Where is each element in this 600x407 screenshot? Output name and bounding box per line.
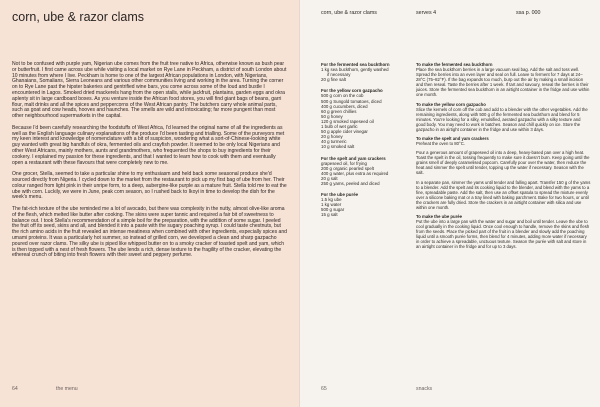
ingredient-line: 250 g yams, peeled and diced bbox=[321, 180, 380, 186]
essay-paragraph: Because I'd been carefully researching the foodstuffs of West Africa, I'd learned the original name of all the ingredients as well as the English language culinary explanations of the produce I'd been tasting and trialling. Some of the purveyors met my keen interest and knowledge of nomenclature with a bit of suspicion, wondering what a sort-of-Chinese-looking white guy wanted with great big handfuls of okra, fermented oils and crayfish powder. It seemed to be only local Nigerians and other West Africans, mainly mothers, aunts and grandmothers, who frequented the shops to buy ingredients for their cookery. I explained my passion for these ingredients, and that I wanted to learn how to cook with them and eventually open a restaurant with these flavours that were completely new to me. bbox=[12, 124, 285, 166]
section-label-left: the menu bbox=[56, 386, 78, 392]
ingredient-group bbox=[321, 62, 405, 82]
ingredient-line: grapeseed oil, for frying bbox=[321, 160, 367, 166]
ingredient-line: 50 g apple cider vinegar bbox=[321, 129, 368, 135]
ingredient-group-title: For the yellow corn gazpacho bbox=[321, 88, 383, 94]
ingredient-line: 10 g smoked salt bbox=[321, 144, 355, 150]
ingredient-line: 1.5 kg ube bbox=[321, 197, 342, 203]
ingredient-line: 1 kg water bbox=[321, 202, 342, 208]
ingredient-group bbox=[321, 192, 405, 217]
page-number-right: 65 bbox=[321, 386, 327, 392]
ingredient-line: 1 kg sea buckthorn, gently washed bbox=[321, 67, 389, 73]
ingredient-group-title: For the ube purée bbox=[321, 192, 359, 198]
essay-body bbox=[12, 62, 288, 265]
ingredient-line: 120 g smoked rapeseed oil bbox=[321, 118, 374, 124]
ingredient-line: 50 g honey bbox=[321, 113, 343, 119]
ingredient-line: 15 g salt bbox=[321, 212, 338, 218]
ingredient-line: 1 bulb of wet garlic bbox=[321, 124, 358, 130]
method-column bbox=[416, 62, 591, 254]
page-number-left: 64 bbox=[12, 386, 18, 392]
method-paragraph: Place the sea buckthorn berries in a large vacuum seal bag. Add the salt and toss well. Spread the berries into an even layer and seal on full. Leave to ferment for 7 days at 24–28°C (75–82°F). If the bag expands too much, burp out the air by making a small incision and then reseal. Taste the berries after 1 week. If tart and savoury, reseal the berries in their juices. Store the fermented sea buckthorn in an airtight container in the fridge and use within one month. bbox=[416, 67, 590, 98]
ingredient-line: 20 g salt bbox=[321, 175, 338, 181]
ingredient-group bbox=[321, 156, 405, 187]
ingredient-line: 400 g water, plus extra as required bbox=[321, 170, 389, 176]
ingredients-column bbox=[321, 62, 405, 224]
method-paragraph: Put the ube into a large pan with the water and sugar and boil until tender. Leave the ube to cool gradually in the cooking liquid. Once cool enough to handle, remove the skins and flesh from the seeds. Place the picked part of the fruit in a blender and slowly add the poaching liquid until a smooth purée forms, then blend for 4 minutes, adding more water if necessary in order to achieve a spreadable, unctuous texture. Season the purée with salt and store in an airtight container in the fridge and for up to 3 days. bbox=[416, 219, 590, 250]
ingredient-line: 60 g green chillies bbox=[321, 108, 357, 114]
ingredient-group-title: For the spelt and yam crackers bbox=[321, 155, 386, 161]
recipe-title: corn, ube & razor clams bbox=[12, 10, 144, 24]
ingredient-line: 500 g Sungold tomatoes, diced bbox=[321, 98, 382, 104]
method-step bbox=[416, 62, 591, 97]
ingredient-line: 40 g turmeric bbox=[321, 139, 347, 145]
essay-paragraph: Not to be confused with purple yam, Nigerian ube comes from the fruit tree native to Africa, otherwise known as bush pear or butterfruit. I first came across ube while visiting a local market on Rye Lane in Peckham, a district of south London about 10 minutes from where I live. Peckham is home to one of the largest African populations in London, with Nigerians, Ghanaians, Somalians, Sierra Leoneans and various other communities living and working in the area. Turning the corner on to Rye Lane past the hipster bakeries and gentrified wine bars, you come across some of the loud and bustle I encountered in Lagos. Smoked dried mackerels hang from the open stalls, while jackfruit, plantains, garden eggs and okra aplenty sit in large cardboard boxes. As you venture inside the African food stores, you will find giant bags of beans, garri flour, malt drinks and all the spices and peppercorns of the West African pantry. The butchers carry whole animal parts, such as goat and cow heads, hooves and haunches. The smells are wild and intoxicating; far more pungent than most other neighbourhood supermarkets in the capital. bbox=[12, 61, 287, 120]
ingredient-line: if necessary bbox=[327, 72, 351, 78]
ingredient-line: 500 g corn on the cob bbox=[321, 93, 364, 99]
method-step bbox=[416, 136, 591, 210]
ingredient-line: 200 g organic pearled spelt bbox=[321, 165, 374, 171]
method-paragraph: Slice the kernels of corn off the cob and add to a blender with the other vegetables. Add the remaining ingredients, along with 500 g of the fermented sea buckthorn and blend for 5 minutes. You're looking for a silky, emulsified, aerated gazpacho with a silky texture and good body. You may need to work in batches. Season and chill quickly on ice. Store the gazpacho in an airtight container in the fridge and use within 3 days. bbox=[416, 106, 588, 132]
essay-paragraph: The fat-rich texture of the ube reminded me a lot of avocado, but there was complexity in the nutty, almost olive-like aroma of the flesh, which melted like butter after cooking. The skins were super tannic and required a fair bit of sweetness to balance out. I took Stella's recommendation of a simple boil for the preparation, with the addition of some sugar. I peeled the fruit off its seed, skins and all, and blended it into a paste with the sugary poaching syrup. I could taste chestnuts, but the rich amino acids in the fruit revealed an intense meatiness when combined with other ingredients, especially spices and umami proteins. It was a particularly hot summer, so instead of grilled corn, we developed a clean and sharp gazpacho poured over razor clams. The silky ube is piped like whipped butter on to a smoky cracker of toasted spelt and yam, which is then topped with a nest of fresh flowers. The ube lends a rich, dense texture to the fragility of the cracker, elevating the ethereal crunch of biting into fresh flowers with their sweet and peppery perfume. bbox=[12, 205, 287, 259]
essay-paragraph: One grocer, Stella, seemed to take a particular shine to my enthusiasm and held back some seasonal produce she'd sourced directly from Nigeria. I cycled down to the market from the restaurant to pick up my first bag of ube from her. Their colour ranged from light pink in their unripe form, to a deep, aubergine-like purple as a mature fruit. Stella told me to eat the ube with corn. Luckily, we were in June, peak corn season, so I rushed back to Ikoyi in time to develop the dish for the week's menu. bbox=[12, 171, 287, 201]
ingredient-line: 20 g honey bbox=[321, 134, 343, 140]
method-step bbox=[416, 214, 591, 249]
ingredient-group bbox=[321, 88, 405, 149]
running-head-title: corn, ube & razor clams bbox=[321, 10, 377, 16]
method-heading: To make the spelt and yam crackers bbox=[416, 135, 489, 141]
serves-label: serves 4 bbox=[416, 10, 437, 16]
method-step bbox=[416, 102, 591, 132]
method-heading: To make the fermented sea buckthorn bbox=[416, 62, 493, 67]
method-paragraph: In a separate pan, simmer the yams until tender and falling apart. Transfer 150 g of the yams to a blender. Add the spelt and its cooking liquid to the blender, and blend with the yams to a fine, spreadable paste. Add the salt, then use an offset spatula to spread the mixture evenly over a silicone baking mat or a tray lined with baking parchment. Bake for two hours, or until the crackers are fully dried. Store the crackers in an airtight container with silica and use within one month. bbox=[416, 179, 591, 210]
ingredient-line: 400 g cucumbers, diced bbox=[321, 103, 368, 109]
method-paragraph: Preheat the oven to 80°C. bbox=[416, 141, 465, 147]
ingredient-line: 20 g fine salt bbox=[321, 77, 346, 83]
method-heading: To make the ube purée bbox=[416, 214, 462, 220]
ingredient-group-title: For the fermented sea buckthorn bbox=[321, 62, 390, 67]
ssa-reference: ssa p. 000 bbox=[516, 10, 541, 16]
ingredient-line: 500 g sugar bbox=[321, 207, 345, 213]
method-paragraph: Pour a generous amount of grapeseed oil into a deep, heavy-based pan over a high heat. Toast the spelt in the oil, tossing frequently to make sure it doesn't burn. Keep going until the grains smell of deeply caramelised popcorn. Carefully pour over the water, then reduce the heat and simmer the spelt until tender, topping up the water if necessary. Season with the salt. bbox=[416, 150, 590, 176]
section-label-right: snacks bbox=[416, 386, 433, 392]
method-heading: To make the yellow corn gazpacho bbox=[416, 101, 486, 107]
